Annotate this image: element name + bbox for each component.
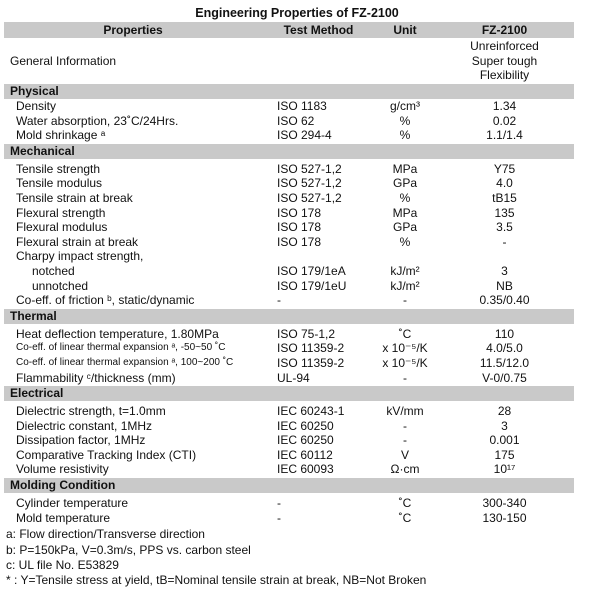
property-name: unnotched: [32, 278, 89, 293]
unit: GPa: [392, 176, 417, 191]
test-method: ISO 179/1eA: [277, 263, 346, 278]
table-row: [4, 462, 574, 477]
value: 300-340: [482, 496, 527, 511]
unit: x 10⁻⁵/K: [382, 355, 428, 370]
value: tB15: [492, 190, 517, 205]
property-name: Mold temperature: [16, 510, 111, 525]
test-method: [277, 249, 375, 264]
table-row: [4, 404, 574, 419]
unit: ˚C: [398, 496, 412, 511]
property-name: Dissipation factor, 1MHz: [16, 433, 146, 448]
test-method: ISO 294-4: [277, 128, 332, 143]
property-name: Tensile strain at break: [16, 190, 133, 205]
value: Y75: [493, 161, 516, 176]
section-header: Molding Condition: [4, 478, 574, 493]
test-method: ISO 178: [277, 234, 322, 249]
value: 11.5/12.0: [479, 355, 530, 370]
test-method: -: [277, 496, 281, 511]
test-method: -: [277, 510, 281, 525]
unit: ˚C: [398, 326, 412, 341]
table-row: [4, 191, 574, 206]
unit: %: [399, 234, 411, 249]
table-row: [4, 162, 574, 177]
section-header: Physical: [4, 84, 574, 99]
table-row: [4, 206, 574, 221]
test-method: ISO 178: [277, 220, 322, 235]
table-row: [4, 433, 574, 448]
footnote: a: Flow direction/Transverse direction: [6, 527, 205, 542]
test-method: IEC 60093: [277, 462, 334, 477]
general-value: Unreinforced: [470, 39, 539, 54]
value: 110: [494, 326, 515, 341]
table-row: [4, 249, 574, 264]
unit: -: [403, 418, 407, 433]
general-value: Flexibility: [479, 68, 530, 83]
property-name: Flammability ᶜ/thickness (mm): [16, 370, 176, 385]
header-test-method: Test Method: [283, 23, 354, 37]
test-method: ISO 11359-2: [277, 341, 345, 356]
footnote: c: UL file No. E53829: [6, 557, 119, 572]
test-method: ISO 527-1,2: [277, 161, 342, 176]
unit: kJ/m²: [390, 278, 420, 293]
table-row: [4, 176, 574, 191]
table-row: [4, 356, 574, 371]
test-method: ISO 62: [277, 113, 315, 128]
property-name: Charpy impact strength,: [16, 249, 144, 264]
value: 0.001: [489, 433, 520, 448]
test-method: IEC 60243-1: [277, 404, 345, 419]
unit: kV/mm: [386, 404, 424, 419]
table-row: [4, 264, 574, 279]
value: 0.35/0.40: [479, 293, 530, 308]
value: 3.5: [496, 220, 513, 235]
general-value: Super tough: [471, 53, 538, 68]
property-name: Tensile strength: [16, 161, 101, 176]
table-row: [4, 341, 574, 356]
unit: MPa: [392, 205, 418, 220]
general-values: [435, 39, 574, 83]
value: 1.1/1.4: [486, 128, 523, 143]
unit: Ω·cm: [390, 462, 420, 477]
table-row: [4, 496, 574, 511]
value: NB: [496, 278, 513, 293]
unit: GPa: [392, 220, 417, 235]
test-method: ISO 179/1eU: [277, 278, 347, 293]
value: 3: [501, 418, 508, 433]
test-method: IEC 60112: [277, 447, 333, 462]
property-name: Heat deflection temperature, 1.80MPa: [16, 326, 219, 341]
value: 28: [497, 404, 512, 419]
value: 0.02: [492, 113, 517, 128]
table-row: [4, 448, 574, 463]
table-row: [4, 293, 574, 308]
property-name: Density: [16, 99, 57, 113]
table-row: [4, 235, 574, 250]
table-row: [4, 327, 574, 342]
unit: %: [399, 190, 411, 205]
property-name: Co-eff. of linear thermal expansion ᵃ, 100~200 ˚C: [16, 356, 234, 368]
properties-document: [4, 0, 574, 588]
test-method: ISO 527-1,2: [277, 176, 342, 191]
property-name: Comparative Tracking Index (CTI): [16, 447, 197, 462]
table-row: [4, 279, 574, 294]
property-name: Flexural strain at break: [16, 234, 139, 249]
test-method: UL-94: [277, 370, 310, 385]
unit: x 10⁻⁵/K: [382, 341, 428, 356]
test-method: ISO 178: [277, 205, 322, 220]
value: 3: [501, 263, 508, 278]
test-method: IEC 60250: [277, 418, 334, 433]
section-header: Thermal: [4, 309, 574, 324]
footnote: * : Y=Tensile stress at yield, tB=Nominal tensile strain at break, NB=Not Broken: [6, 573, 427, 588]
unit: MPa: [392, 161, 418, 176]
value: V-0/0.75: [482, 370, 527, 385]
section-header: Electrical: [4, 386, 574, 401]
value: 130-150: [482, 510, 527, 525]
unit: kJ/m²: [390, 263, 420, 278]
unit: %: [399, 113, 411, 128]
value: 4.0: [496, 176, 513, 191]
property-name: Mold shrinkage ᵃ: [16, 128, 106, 143]
table-row: [4, 114, 574, 129]
unit: -: [403, 370, 407, 385]
footnote: b: P=150kPa, V=0.3m/s, PPS vs. carbon steel: [6, 542, 251, 557]
unit: [375, 249, 435, 264]
header-properties: Properties: [103, 23, 163, 37]
table-row: [4, 371, 574, 386]
test-method: ISO 527-1,2: [277, 190, 342, 205]
property-name: Flexural modulus: [16, 220, 108, 235]
header-product: FZ-2100: [481, 23, 528, 37]
unit: V: [400, 447, 409, 462]
unit: ˚C: [398, 510, 412, 525]
test-method: ISO 75-1,2: [277, 326, 336, 341]
value: [435, 249, 574, 264]
property-name: notched: [32, 263, 75, 278]
test-method: IEC 60250: [277, 433, 334, 448]
property-name: Dielectric strength, t=1.0mm: [16, 404, 166, 419]
table-header: [4, 22, 574, 38]
property-name: Cylinder temperature: [16, 496, 129, 511]
unit: g/cm³: [390, 99, 420, 113]
property-name: Volume resistivity: [16, 462, 109, 477]
property-name: Water absorption, 23˚C/24Hrs.: [16, 113, 179, 128]
general-information-row: [4, 39, 574, 83]
property-name: Co-eff. of friction ᵇ, static/dynamic: [16, 293, 195, 308]
unit: %: [399, 128, 411, 143]
unit: -: [403, 433, 407, 448]
value: 1.34: [492, 99, 517, 113]
value: 175: [494, 447, 515, 462]
section-header: Mechanical: [4, 144, 574, 159]
general-label: General Information: [10, 54, 117, 68]
table-row: [4, 220, 574, 235]
value: 135: [494, 205, 515, 220]
test-method: ISO 11359-2: [277, 355, 345, 370]
document-title: Engineering Properties of FZ-2100: [195, 6, 399, 20]
value: -: [502, 234, 507, 249]
property-name: Flexural strength: [16, 205, 106, 220]
property-name: Tensile modulus: [16, 176, 103, 191]
unit: -: [403, 293, 407, 308]
header-unit: Unit: [393, 23, 417, 37]
table-row: [4, 419, 574, 434]
table-row: [4, 99, 574, 114]
table-row: [4, 511, 574, 526]
table-row: [4, 128, 574, 143]
test-method: ISO 1183: [277, 99, 327, 113]
property-name: Dielectric constant, 1MHz: [16, 418, 153, 433]
value: 10¹⁷: [493, 462, 516, 477]
property-name: Co-eff. of linear thermal expansion ᵃ, -50~50 ˚C: [16, 342, 226, 354]
test-method: -: [277, 293, 281, 308]
value: 4.0/5.0: [486, 341, 523, 356]
